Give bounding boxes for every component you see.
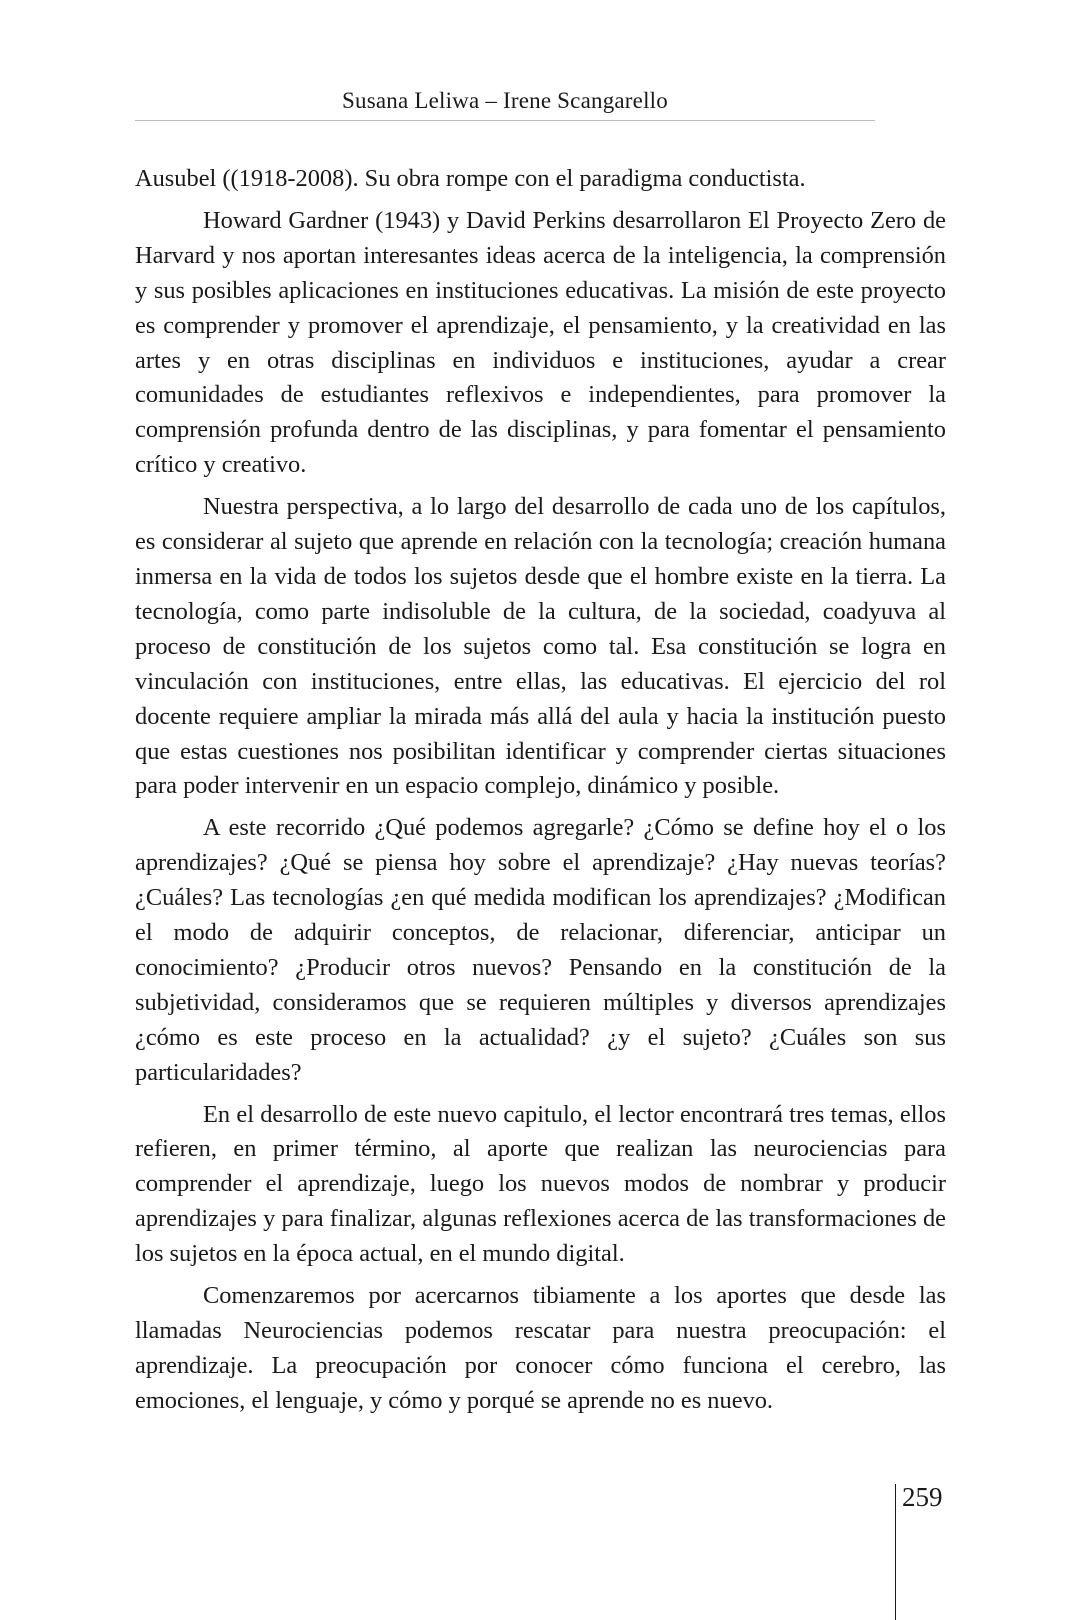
paragraph-5: En el desarrollo de este nuevo capitulo, el lector encontrará tres temas, ellos refieren, en primer término, al aporte que realizan las neurociencias para comprender el aprendizaje, luego los nuevos modos de nombrar y producir aprendizajes y para finalizar, algunas reflexiones acerca de las transformaciones de los sujetos en la época actual, en el mundo digital. <box>135 1100 946 1268</box>
body-text <box>135 162 946 1426</box>
paragraph-4: A este recorrido ¿Qué podemos agregarle? ¿Cómo se define hoy el o los aprendizajes? ¿Qué se piensa hoy sobre el aprendizaje? ¿Hay nuevas teorías? ¿Cuáles? Las tecnologías ¿en qué medida modifican los aprendizajes? ¿Modifican el modo de adquirir conceptos, de relacionar, diferenciar, anticipar un conocimiento? ¿Producir otros nuevos? Pensando en la constitución de la subjetividad, consideramos que se requieren múltiples y diversos aprendizajes ¿cómo es este proceso en la actualidad? ¿y el sujeto? ¿Cuáles son sus particularidades? <box>135 814 946 1086</box>
paragraph-2: Howard Gardner (1943) y David Perkins desarrollaron El Proyecto Zero de Harvard y nos aportan interesantes ideas acerca de la inteligencia, la comprensión y sus posibles aplicaciones en instituciones educativas. La misión de este proyecto es comprender y promover el aprendizaje, el pensamiento, y la creatividad en las artes y en otras disciplinas en individuos e instituciones, ayudar a crear comunidades de estudiantes reflexivos e independientes, para promover la comprensión profunda dentro de las disciplinas, y para fomentar el pensamiento crítico y creativo. <box>135 206 946 479</box>
page-number: 259 <box>902 1482 943 1512</box>
paragraph-1: Ausubel ((1918-2008). Su obra rompe con el paradigma conductista. <box>135 165 806 192</box>
header-rule <box>135 120 875 121</box>
page-number-rule <box>895 1484 896 1620</box>
paragraph-6: Comenzaremos por acercarnos tibiamente a los aportes que desde las llamadas Neurociencias podemos rescatar para nuestra preocupación: el aprendizaje. La preocupación por conocer cómo funciona el cerebro, las emociones, el lenguaje, y cómo y porqué se aprende no es nuevo. <box>135 1282 946 1414</box>
paragraph-3: Nuestra perspectiva, a lo largo del desarrollo de cada uno de los capítulos, es considerar al sujeto que aprende en relación con la tecnología; creación humana inmersa en la vida de todos los sujetos desde que el hombre existe en la tierra. La tecnología, como parte indisoluble de la cultura, de la sociedad, coadyuva al proceso de constitución de los sujetos como tal. Esa constitución se logra en vinculación con instituciones, entre ellas, las educativas. El ejercicio del rol docente requiere ampliar la mirada más allá del aula y hacia la institución puesto que estas cuestiones nos posibilitan identificar y comprender ciertas situaciones para poder intervenir en un espacio complejo, dinámico y posible. <box>135 493 946 800</box>
running-header: Susana Leliwa – Irene Scangarello <box>342 88 668 113</box>
